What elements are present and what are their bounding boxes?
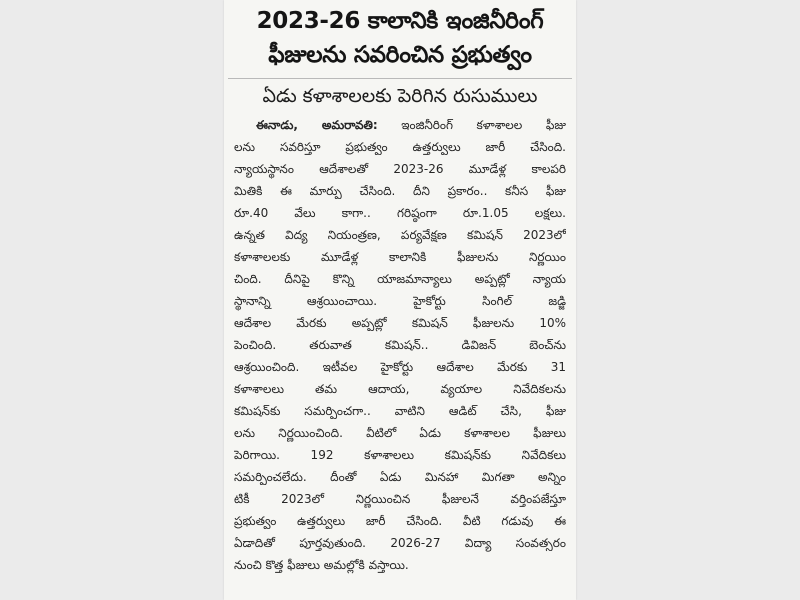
body-line: పెంచింది. తరువాత కమిషన్.. డివిజన్ బెంచ్‌ను	[234, 338, 566, 352]
body-line: నుంచి కొత్త ఫీజులు అమల్లోకి వస్తాయి.	[234, 558, 409, 572]
body-line: మితికి ఈ మార్పు చేసింది. దీని ప్రకారం.. కనీస ఫీజు	[234, 184, 566, 198]
body-line: చింది. దీనిపై కొన్ని యాజమాన్యాలు అప్పట్లో న్యాయ	[234, 272, 566, 286]
article-body	[234, 114, 566, 576]
subheadline: ఏడు కళాశాలలకు పెరిగిన రుసుములు	[262, 85, 538, 107]
headline-line-1: 2023-26 కాలానికి ఇంజినీరింగ్	[256, 8, 544, 34]
body-line	[234, 114, 566, 136]
body-line: టికీ 2023లో నిర్ణయించిన ఫీజులనే వర్తింపజేస్తూ	[234, 492, 566, 506]
body-line: ఉన్నత విద్య నియంత్రణ, పర్యవేక్షణ కమిషన్ 2023లో	[234, 228, 566, 242]
body-line: పెరిగాయి. 192 కళాశాలలు కమిషన్‌కు నివేదికలు	[234, 448, 566, 462]
body-line: ఏడాదితో పూర్తవుతుంది. 2026-27 విద్యా సంవత్సరం	[234, 536, 566, 550]
body-line: లను నిర్ణయించింది. వీటిలో ఏడు కళాశాలల ఫీజులు	[234, 426, 566, 440]
body-line: రూ.40 వేలు కాగా.. గరిష్ఠంగా రూ.1.05 లక్షలు.	[234, 206, 566, 220]
body-line: ఆశ్రయించింది. ఇటీవల హైకోర్టు ఆదేశాల మేరకు 31	[234, 360, 566, 374]
body-line: ప్రభుత్వం ఉత్తర్వులు జారీ చేసింది. వీటి గడువు ఈ	[234, 514, 566, 528]
body-line: న్యాయస్థానం ఆదేశాలతో 2023-26 మూడేళ్ల కాలపరి	[234, 162, 566, 176]
body-line: కళాశాలలకు మూడేళ్ల కాలానికి ఫీజులను నిర్ణయిం	[234, 250, 566, 264]
body-line: ఆదేశాల మేరకు అప్పట్లో కమిషన్ ఫీజులను 10%	[234, 316, 566, 330]
body-line: సమర్పించలేదు. దీంతో ఏడు మినహా మిగతా అన్నిం	[234, 470, 566, 484]
body-line: లను సవరిస్తూ ప్రభుత్వం ఉత్తర్వులు జారీ చేసింది.	[234, 140, 566, 154]
newspaper-clipping	[224, 0, 576, 600]
headline-divider	[228, 78, 572, 79]
body-line-text: ఇంజినీరింగ్ కళాశాలల ఫీజు	[401, 118, 566, 132]
headline	[224, 4, 576, 72]
body-line: కళాశాలలు తమ ఆదాయ, వ్యయాల నివేదికలను	[234, 382, 566, 396]
body-line: స్థానాన్ని ఆశ్రయించాయి. హైకోర్టు సింగిల్ జడ్జి	[234, 294, 566, 308]
dateline: ఈనాడు, అమరావతి:	[256, 118, 378, 132]
body-line: కమిషన్‌కు సమర్పించగా.. వాటిని ఆడిట్ చేసి, ఫీజు	[234, 404, 566, 418]
headline-line-2: ఫీజులను సవరించిన ప్రభుత్వం	[268, 42, 532, 68]
